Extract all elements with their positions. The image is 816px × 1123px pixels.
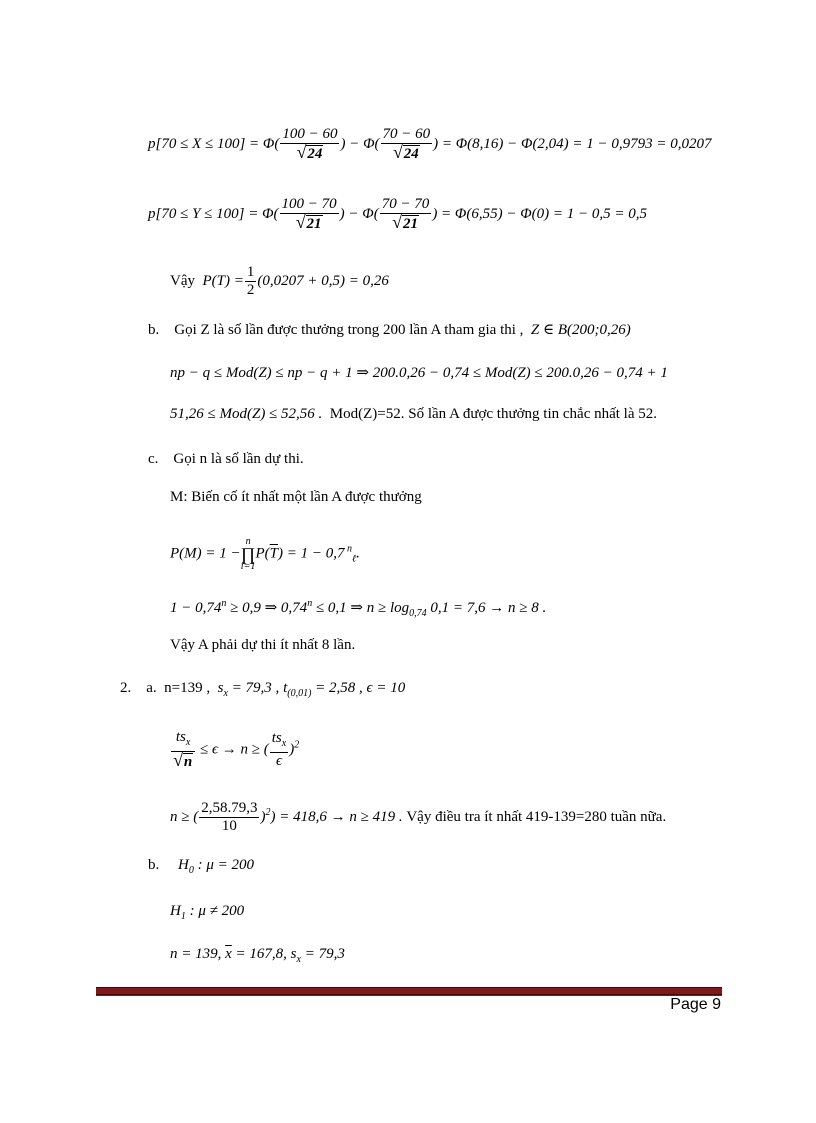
product-symbol <box>241 537 256 571</box>
fraction-den: n <box>183 754 193 770</box>
t-bar: $\overline{T}$ <box>269 545 278 562</box>
margin-end: ) <box>289 741 295 758</box>
stats-b: = 167,8, s <box>231 946 297 962</box>
eq3-lhs: P(T) = <box>202 272 244 289</box>
pm-mid: P( <box>255 545 270 562</box>
ss-conclusion: Vậy điều tra ít nhất 419-139=280 tuần nữa. <box>406 808 667 825</box>
footer-rule <box>96 987 722 995</box>
mod-range: 51,26 ≤ Mod(Z) ≤ 52,56 . <box>170 406 323 422</box>
x-bar: $\overline{x}$ <box>225 946 232 962</box>
h1-rest: : μ ≠ 200 <box>185 903 245 919</box>
eq2-mid: ) − Φ( <box>339 205 379 222</box>
ss-sup: 2 <box>265 806 271 818</box>
log-a-sup: n <box>221 598 227 609</box>
vay-label: Vậy <box>170 272 195 289</box>
stats-a: n = 139, <box>170 946 226 962</box>
item-label: a. <box>146 680 157 696</box>
part-b-text: Gọi Z là số lần được thưởng trong 200 lần A tham gia thi , <box>174 322 524 338</box>
prod-sym: ∏ <box>240 544 256 564</box>
fraction-den: 21 <box>402 216 418 232</box>
q2a-n: n=139 , <box>164 680 211 696</box>
pm-rhs: ) = 1 − 0,7 <box>278 545 345 562</box>
fraction-den: 21 <box>306 216 322 232</box>
fraction-den: 2 <box>246 282 255 298</box>
log-inequality <box>170 594 546 624</box>
fraction-num: ts <box>271 730 282 746</box>
pm-sup: n <box>347 543 352 555</box>
sx-val: = 79,3 , <box>227 680 280 696</box>
item-label: c. <box>148 451 159 467</box>
log-c: ≤ 0,1 ⇒ n ≥ log <box>312 600 410 616</box>
part-c-text: Gọi n là số lần dự thi. <box>173 451 304 467</box>
part-c-intro <box>148 449 304 469</box>
eq1-mid: ) − Φ( <box>340 135 380 152</box>
t-val: = 2,58 , ϵ = 10 <box>311 680 406 696</box>
fraction-num: 70 − 70 <box>381 196 430 212</box>
part-b-intro <box>148 320 631 340</box>
fraction-den: 24 <box>403 146 419 162</box>
sample-size-result: n ≥ ( $\frac{2,58.79,3}{10}$ )$^2$) = 418,6 → n ≥ 419 . Vậy điều tra ít nhất 419-139=280 tuần nữa. <box>170 800 667 834</box>
part-b-math: Z ∈ B(200;0,26) <box>530 322 631 338</box>
fraction: $\frac{ts_x}{√n}$ <box>171 729 195 771</box>
sx-sub: x <box>223 688 228 699</box>
eq2-rhs: ) = Φ(6,55) − Φ(0) = 1 − 0,5 = 0,5 <box>432 205 647 222</box>
hypothesis-h1 <box>170 901 244 927</box>
prob-m-equation <box>170 537 360 571</box>
fraction: $\frac{100 - 60}{√24}$ <box>282 126 338 162</box>
h0-rest: : μ = 200 <box>193 857 254 873</box>
mod-inequality <box>170 363 668 383</box>
stats-c: = 79,3 <box>300 946 345 962</box>
margin-inequality <box>170 729 299 771</box>
margin-sup: 2 <box>294 739 300 751</box>
sample-stats <box>170 944 345 970</box>
fraction-num: 100 − 60 <box>282 126 338 142</box>
equation-p-x <box>148 126 712 163</box>
t-sub: (0,01) <box>287 688 312 699</box>
log-base: 0,74 <box>409 608 427 619</box>
eq1-lhs: p[70 ≤ X ≤ 100] = Φ( <box>148 135 280 152</box>
mod-result <box>170 404 657 424</box>
fraction <box>245 264 257 299</box>
log-d: 0,1 = 7,6 → n ≥ 8 . <box>426 600 547 616</box>
item-label: b. <box>148 857 160 873</box>
log-a: 1 − 0,74 <box>170 600 222 616</box>
fraction-den: 10 <box>221 818 237 834</box>
prod-bot: i=1 <box>240 561 256 572</box>
fraction: $\frac{70 - 70}{√21}$ <box>381 196 430 232</box>
pm-sub: ℓ <box>352 553 357 565</box>
fraction-den: 24 <box>307 146 323 162</box>
eq3-rhs: (0,0207 + 0,5) = 0,26 <box>257 272 389 289</box>
fraction-den: ϵ <box>275 753 282 769</box>
h1: H <box>170 903 181 919</box>
fraction-num: 100 − 70 <box>281 196 337 212</box>
log-b: ≥ 0,9 ⇒ 0,74 <box>226 600 308 616</box>
event-m-text: M: Biến cố ít nhất một lần A được thưởng <box>170 489 422 505</box>
hypothesis-h0 <box>148 855 254 881</box>
mod-inequality-text: np − q ≤ Mod(Z) ≤ np − q + 1 ⇒ 200.0,26 − 0,74 ≤ Mod(Z) ≤ 200.0,26 − 0,74 + 1 <box>170 365 668 381</box>
fraction: $\frac{70 - 60}{√24}$ <box>382 126 431 162</box>
prod-top: n <box>245 536 251 547</box>
sx: s <box>217 680 224 696</box>
question-number: 2. <box>120 680 132 696</box>
fraction-num-sub: x <box>281 738 287 749</box>
fraction: $\frac{100 - 70}{√21}$ <box>281 196 337 232</box>
margin-mid: ≤ ϵ → n ≥ ( <box>196 741 269 758</box>
fraction <box>199 800 259 835</box>
h1-sub: 1 <box>180 911 186 922</box>
event-m-def <box>170 487 422 507</box>
footer-rule-thin <box>96 995 722 996</box>
mod-conclusion: Mod(Z)=52. Số lần A được thưởng tin chắc nhất là 52. <box>329 406 657 422</box>
fraction <box>270 730 288 770</box>
q2a-given <box>120 678 405 704</box>
fraction-num: 70 − 60 <box>382 126 431 142</box>
part-c-conclusion <box>170 635 355 655</box>
t: t <box>283 680 288 696</box>
fraction-num-sub: x <box>185 737 191 748</box>
eq1-rhs: ) = Φ(8,16) − Φ(2,04) = 1 − 0,9793 = 0,0207 <box>433 135 712 152</box>
log-b-sup: n <box>307 598 313 609</box>
eq2-lhs: p[70 ≤ Y ≤ 100] = Φ( <box>148 205 279 222</box>
pm-end: . <box>356 545 360 562</box>
equation-p-t <box>170 264 389 299</box>
h0-sub: 0 <box>188 865 194 876</box>
part-c-conclusion-text: Vậy A phải dự thi ít nhất 8 lần. <box>170 637 356 653</box>
pm-lhs: P(M) = 1 − <box>170 545 241 562</box>
h0: H <box>178 857 189 873</box>
fraction-num: 2,58.79,3 <box>201 800 258 816</box>
equation-p-y <box>148 196 647 233</box>
ss-lhs: n ≥ ( <box>170 808 199 825</box>
fraction-num: 1 <box>246 264 255 280</box>
stats-s-sub: x <box>296 954 301 965</box>
page-number: Page 9 <box>670 996 721 1013</box>
ss-rhs: ) = 418,6 → n ≥ 419 . <box>270 808 403 825</box>
fraction-num: ts <box>175 729 186 745</box>
item-label: b. <box>148 322 160 338</box>
